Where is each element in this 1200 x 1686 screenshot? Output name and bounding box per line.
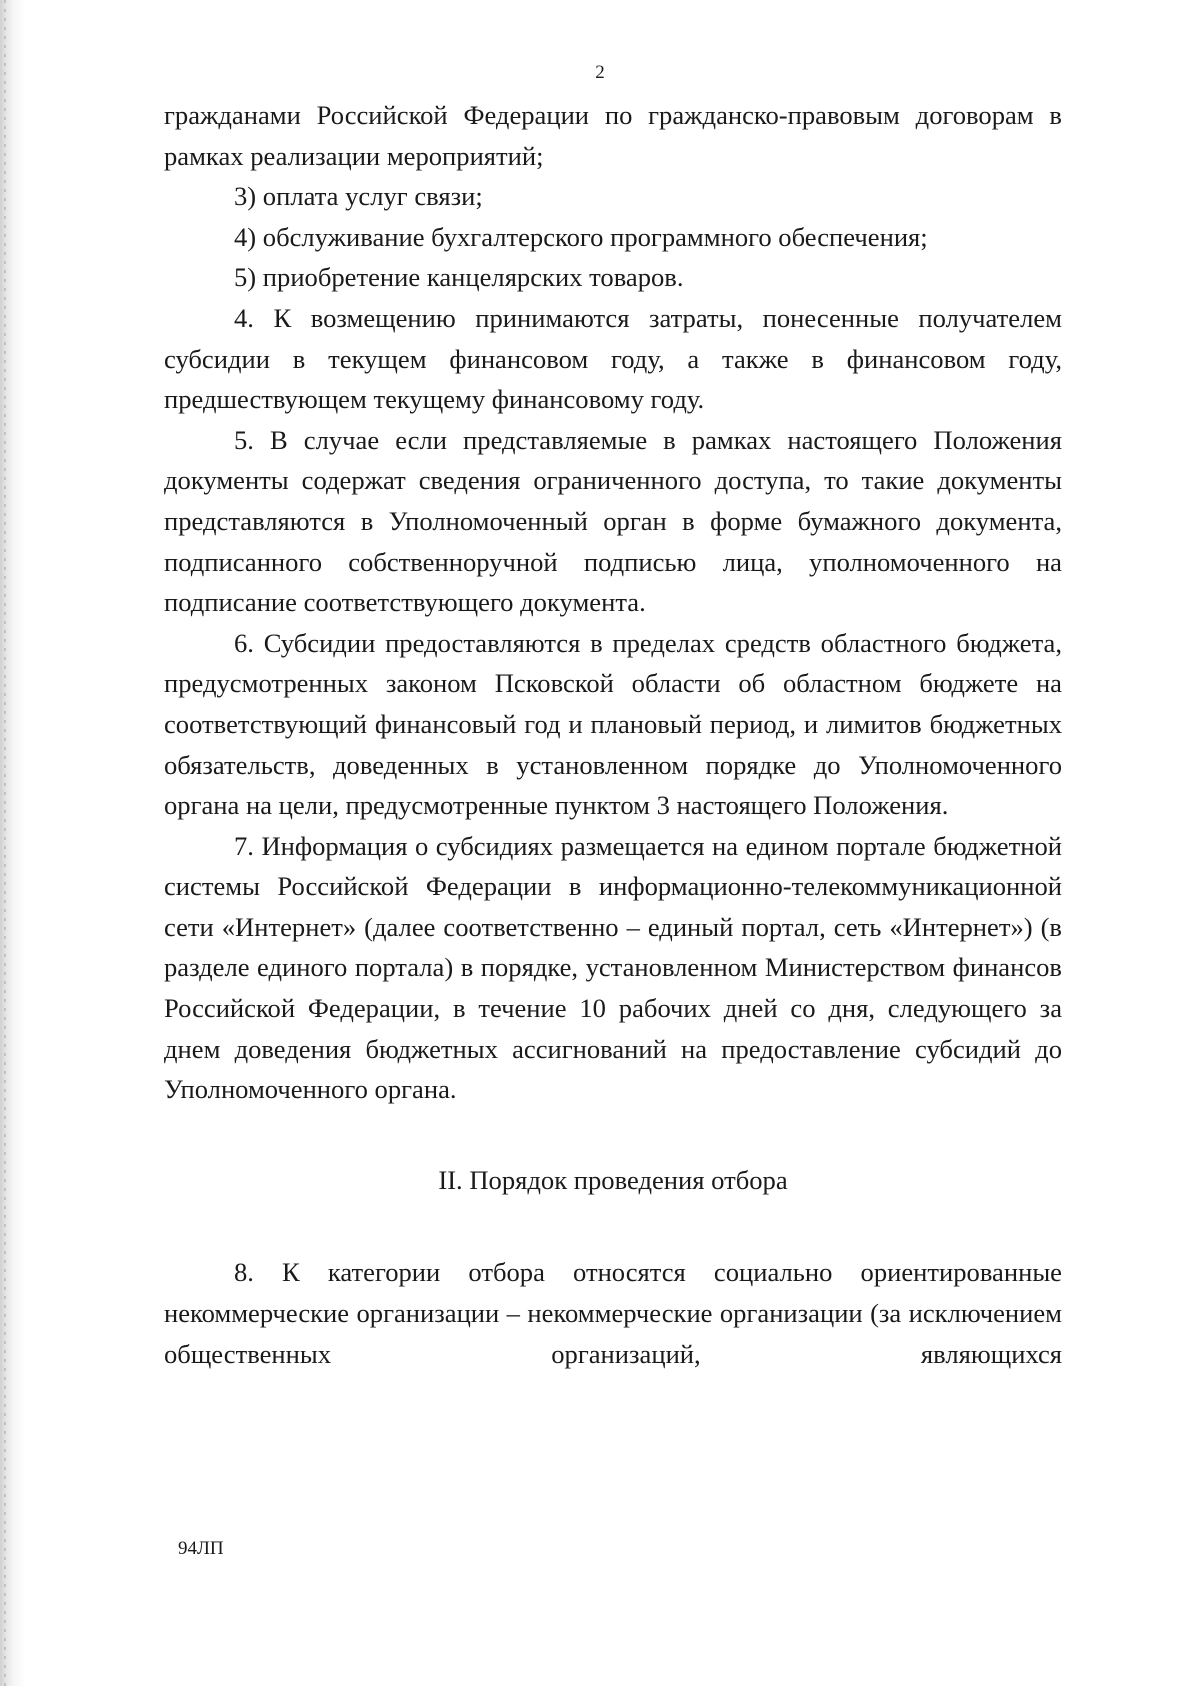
clause-4: 4. К возмещению принимаются затраты, понесенные получателем субсидии в текущем финансовом году, а также в финансовом году, предшествующем текущему финансовому году. <box>164 302 1062 415</box>
list-item-3: 3) оплата услуг связи; <box>234 181 483 212</box>
document-body <box>164 95 1062 1374</box>
clause-8: 8. К категории отбора относятся социально ориентированные некоммерческие организации – некоммерческие организации (за исключением общественных организаций, являющихся <box>164 1257 1062 1369</box>
clause-5: 5. В случае если представляемые в рамках настоящего Положения документы содержат сведения ограниченного доступа, то такие документы представляются в Уполномоченный орган в форме бумажного документа, подписанного собственноручной подписью лица, уполномоченного на подписание соответствующего документа. <box>164 424 1062 618</box>
page-number: 2 <box>595 62 605 83</box>
paragraph-continuation: гражданами Российской Федерации по гражданско-правовым договорам в рамках реализации мероприятий; <box>164 100 1062 171</box>
list-item-4: 4) обслуживание бухгалтерского программного обеспечения; <box>234 221 928 252</box>
clause-7: 7. Информация о субсидиях размещается на едином портале бюджетной системы Российской Федерации в информационно-телекоммуникационной сети «Интернет» (далее соответственно – единый портал, сеть «Интернет») (в разделе единого портала) в порядке, установленном Министерством финансов Российской Федерации, в течение 10 рабочих дней со дня, следующего за днем доведения бюджетных ассигнований на предоставление субсидий до Уполномоченного органа. <box>164 830 1062 1105</box>
footer-code: 94ЛП <box>178 1538 224 1559</box>
list-item-5: 5) приобретение канцелярских товаров. <box>234 262 684 293</box>
clause-6: 6. Субсидии предоставляются в пределах средств областного бюджета, предусмотренных законом Псковской области об областном бюджете на соответствующий финансовый год и плановый период, и лимитов бюджетных обязательств, доведенных в установленном порядке до Уполномоченного органа на цели, предусмотренные пунктом 3 настоящего Положения. <box>164 627 1062 821</box>
scan-edge <box>0 0 26 1686</box>
section-title: II. Порядок проведения отбора <box>438 1164 788 1195</box>
